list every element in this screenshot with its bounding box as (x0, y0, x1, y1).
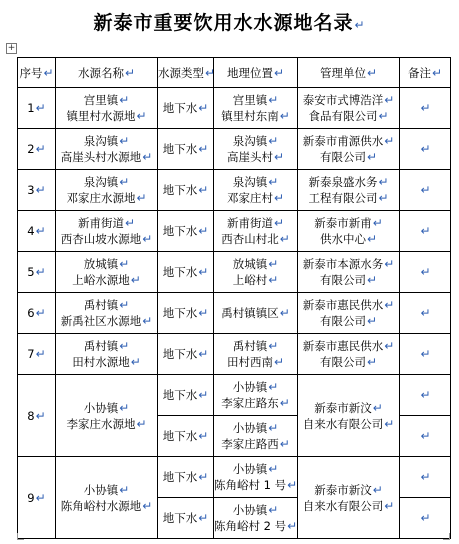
cell-line: 上峪水源地↵ (72, 273, 141, 287)
paragraph-mark-icon: ↵ (136, 416, 147, 431)
cell-line: 西杏山村北↵ (221, 232, 290, 246)
cell-note (400, 457, 451, 498)
cell-location (214, 375, 298, 416)
paragraph-mark-icon: ↵ (366, 355, 378, 369)
cell-line: 有限公司↵ (319, 314, 378, 328)
paragraph-mark-icon: ↵ (268, 175, 279, 189)
cell-name (56, 334, 158, 375)
cell-line: 有限公司↵ (319, 150, 378, 164)
paragraph-mark-icon: ↵ (420, 183, 431, 197)
cell-location (214, 498, 298, 539)
cell-location (214, 88, 298, 129)
paragraph-mark-icon: ↵ (35, 101, 46, 115)
cell-line: 镇里村东南↵ (221, 109, 290, 123)
page-corner-mark (443, 533, 450, 540)
paragraph-mark-icon: ↵ (198, 470, 209, 484)
header-type: 水源类型↵ (158, 58, 214, 88)
cell-name (56, 170, 158, 211)
cell-line: 小协镇↵ (83, 482, 130, 497)
paragraph-mark-icon: ↵ (287, 519, 298, 533)
cell-line: 田村西南↵ (226, 355, 285, 369)
paragraph-mark-icon: ↵ (198, 429, 209, 443)
paragraph-mark-icon: ↵ (420, 388, 431, 402)
paragraph-mark-icon: ↵ (273, 191, 285, 205)
cell-line: 新禹社区水源地↵ (60, 314, 153, 328)
cell-name (56, 457, 158, 539)
page-corner-mark (17, 533, 24, 540)
cell-unit (298, 293, 400, 334)
paragraph-mark-icon: ↵ (366, 273, 378, 287)
cell-line: 高崖头村↵ (226, 150, 285, 164)
cell-line: 新甫街道↵ (77, 216, 136, 230)
paragraph-mark-icon: ↵ (142, 150, 153, 164)
cell-line: 宫里镇↵ (232, 93, 279, 107)
paragraph-mark-icon: ↵ (273, 65, 285, 80)
paragraph-mark-icon: ↵ (431, 65, 443, 80)
paragraph-mark-icon: ↵ (124, 216, 136, 230)
paragraph-mark-icon: ↵ (43, 65, 54, 80)
paragraph-mark-icon: ↵ (268, 380, 279, 394)
paragraph-mark-icon: ↵ (420, 429, 431, 443)
paragraph-mark-icon: ↵ (268, 421, 279, 435)
paragraph-mark-icon: ↵ (366, 232, 378, 246)
cell-name (56, 293, 158, 334)
cell-no: 5↵ (18, 252, 56, 293)
paragraph-mark-icon: ↵ (268, 503, 279, 517)
paragraph-mark-icon: ↵ (130, 355, 141, 369)
cell-no: 3↵ (18, 170, 56, 211)
paragraph-mark-icon: ↵ (119, 134, 130, 148)
cell-note (400, 416, 451, 457)
paragraph-mark-icon: ↵ (378, 191, 389, 205)
cell-location (214, 211, 298, 252)
cell-location (214, 293, 298, 334)
cell-line: 邓家庄水源地↵ (66, 191, 147, 205)
paragraph-mark-icon: ↵ (35, 408, 46, 423)
paragraph-mark-icon: ↵ (420, 347, 431, 361)
cell-unit (298, 88, 400, 129)
cell-line: 西杏山坡水源地↵ (60, 232, 153, 246)
cell-line: 新泰市惠民供水↵ (302, 339, 395, 353)
header-no: 序号↵ (18, 58, 56, 88)
paragraph-mark-icon: ↵ (136, 109, 147, 123)
paragraph-mark-icon: ↵ (198, 511, 209, 525)
cell-line: 放城镇↵ (232, 257, 279, 271)
paragraph-mark-icon: ↵ (130, 273, 141, 287)
cell-name (56, 252, 158, 293)
paragraph-mark-icon: ↵ (35, 142, 46, 156)
paragraph-mark-icon: ↵ (287, 478, 298, 492)
paragraph-mark-icon: ↵ (268, 273, 279, 287)
cell-type: 地下水↵ (158, 170, 214, 211)
cell-note (400, 129, 451, 170)
cell-note (400, 334, 451, 375)
paragraph-mark-icon: ↵ (35, 306, 46, 320)
cell-line: 上峪村↵ (232, 273, 279, 287)
paragraph-mark-icon: ↵ (384, 416, 395, 431)
cell-line: 泉沟镇↵ (232, 134, 279, 148)
cell-line: 禹村镇↵ (232, 339, 279, 353)
cell-unit (298, 211, 400, 252)
paragraph-mark-icon: ↵ (384, 257, 395, 271)
cell-location (214, 416, 298, 457)
paragraph-mark-icon: ↵ (35, 347, 46, 361)
cell-line: 泉沟镇↵ (83, 175, 130, 189)
cell-line: 镇里村水源地↵ (66, 109, 147, 123)
paragraph-mark-icon: ↵ (354, 18, 366, 32)
paragraph-mark-icon: ↵ (420, 470, 431, 484)
paragraph-mark-icon: ↵ (420, 265, 431, 279)
paragraph-mark-icon: ↵ (366, 150, 378, 164)
table-move-handle-icon[interactable]: + (7, 43, 16, 53)
cell-type: 地下水↵ (158, 375, 214, 416)
cell-type: 地下水↵ (158, 293, 214, 334)
cell-note (400, 211, 451, 252)
paragraph-mark-icon: ↵ (279, 232, 290, 246)
cell-line: 新泰市新汶↵ (314, 482, 383, 497)
cell-no: 4↵ (18, 211, 56, 252)
document-title (0, 10, 459, 38)
paragraph-mark-icon: ↵ (35, 224, 46, 238)
paragraph-mark-icon: ↵ (372, 400, 383, 415)
cell-unit (298, 252, 400, 293)
cell-location (214, 170, 298, 211)
paragraph-mark-icon: ↵ (35, 183, 46, 197)
paragraph-mark-icon: ↵ (198, 265, 209, 279)
table-row (18, 170, 451, 211)
paragraph-mark-icon: ↵ (35, 265, 46, 279)
paragraph-mark-icon: ↵ (268, 462, 279, 476)
cell-no: 6↵ (18, 293, 56, 334)
paragraph-mark-icon: ↵ (384, 93, 395, 107)
cell-type: 地下水↵ (158, 457, 214, 498)
header-location: 地理位置↵ (214, 58, 298, 88)
paragraph-mark-icon: ↵ (268, 257, 279, 271)
table-row (18, 375, 451, 416)
paragraph-mark-icon: ↵ (384, 339, 395, 353)
cell-note (400, 170, 451, 211)
cell-name (56, 129, 158, 170)
cell-name (56, 375, 158, 457)
cell-line: 工程有限公司↵ (308, 191, 389, 205)
cell-type: 地下水↵ (158, 498, 214, 539)
cell-line: 泉沟镇↵ (83, 134, 130, 148)
cell-unit (298, 375, 400, 457)
paragraph-mark-icon: ↵ (198, 142, 209, 156)
cell-no: 8↵ (18, 375, 56, 457)
cell-type: 地下水↵ (158, 129, 214, 170)
paragraph-mark-icon: ↵ (268, 339, 279, 353)
cell-line: 供水中心↵ (319, 232, 378, 246)
cell-line: 有限公司↵ (319, 355, 378, 369)
cell-line: 李家庄路西↵ (221, 437, 290, 451)
cell-note (400, 375, 451, 416)
cell-line: 邓家庄村↵ (226, 191, 285, 205)
paragraph-mark-icon: ↵ (420, 224, 431, 238)
paragraph-mark-icon: ↵ (279, 109, 290, 123)
paragraph-mark-icon: ↵ (268, 93, 279, 107)
paragraph-mark-icon: ↵ (279, 306, 290, 320)
paragraph-mark-icon: ↵ (273, 150, 285, 164)
cell-note (400, 88, 451, 129)
cell-location (214, 457, 298, 498)
paragraph-mark-icon: ↵ (119, 175, 130, 189)
table-row (18, 129, 451, 170)
cell-unit (298, 129, 400, 170)
cell-line: 小协镇↵ (232, 421, 279, 435)
paragraph-mark-icon: ↵ (366, 314, 378, 328)
paragraph-mark-icon: ↵ (378, 175, 389, 189)
header-note: 备注↵ (400, 58, 451, 88)
paragraph-mark-icon: ↵ (198, 183, 209, 197)
table-row (18, 457, 451, 498)
cell-line: 小协镇↵ (232, 462, 279, 476)
cell-line: 有限公司↵ (319, 273, 378, 287)
paragraph-mark-icon: ↵ (372, 216, 383, 230)
table-row (18, 88, 451, 129)
table-row (18, 293, 451, 334)
cell-line: 小协镇↵ (232, 380, 279, 394)
cell-no: 2↵ (18, 129, 56, 170)
cell-line: 禹村镇↵ (83, 339, 130, 353)
cell-note (400, 293, 451, 334)
paragraph-mark-icon: ↵ (205, 65, 216, 80)
paragraph-mark-icon: ↵ (119, 257, 130, 271)
cell-line: 陈角峪村 1 号↵ (214, 478, 298, 492)
cell-line: 李家庄水源地↵ (66, 416, 147, 431)
paragraph-mark-icon: ↵ (384, 298, 395, 312)
paragraph-mark-icon: ↵ (198, 101, 209, 115)
paragraph-mark-icon: ↵ (268, 134, 279, 148)
cell-line: 陈角峪村水源地↵ (60, 498, 153, 513)
paragraph-mark-icon: ↵ (384, 134, 395, 148)
paragraph-mark-icon: ↵ (142, 232, 153, 246)
table-row (18, 211, 451, 252)
cell-unit (298, 334, 400, 375)
cell-no: 1↵ (18, 88, 56, 129)
paragraph-mark-icon: ↵ (378, 109, 389, 123)
cell-no: 9↵ (18, 457, 56, 539)
cell-line: 食品有限公司↵ (308, 109, 389, 123)
cell-note (400, 252, 451, 293)
cell-line: 泰安市式博浩洋↵ (302, 93, 395, 107)
cell-type: 地下水↵ (158, 334, 214, 375)
cell-line: 泉沟镇↵ (232, 175, 279, 189)
cell-line: 小协镇↵ (232, 503, 279, 517)
paragraph-mark-icon: ↵ (119, 339, 130, 353)
paragraph-mark-icon: ↵ (119, 400, 130, 415)
cell-type: 地下水↵ (158, 416, 214, 457)
paragraph-mark-icon: ↵ (35, 490, 46, 505)
title-text: 新泰市重要饮用水水源地名录 (93, 12, 354, 34)
cell-line: 新泰市新汶↵ (314, 400, 383, 415)
paragraph-mark-icon: ↵ (142, 314, 153, 328)
cell-line: 李家庄路东↵ (221, 396, 290, 410)
paragraph-mark-icon: ↵ (273, 355, 285, 369)
paragraph-mark-icon: ↵ (119, 93, 130, 107)
cell-line: 宫里镇↵ (83, 93, 130, 107)
paragraph-mark-icon: ↵ (273, 216, 285, 230)
cell-line: 新泰泉盛水务↵ (308, 175, 389, 189)
cell-line: 新泰市本源水务↵ (302, 257, 395, 271)
cell-type: 地下水↵ (158, 211, 214, 252)
cell-name (56, 88, 158, 129)
cell-line: 田村水源地↵ (72, 355, 141, 369)
cell-unit (298, 170, 400, 211)
paragraph-mark-icon: ↵ (124, 65, 136, 80)
cell-line: 放城镇↵ (83, 257, 130, 271)
paragraph-mark-icon: ↵ (142, 498, 153, 513)
cell-line: 陈角峪村 2 号↵ (214, 519, 298, 533)
cell-type: 地下水↵ (158, 88, 214, 129)
paragraph-mark-icon: ↵ (198, 388, 209, 402)
table-row (18, 252, 451, 293)
paragraph-mark-icon: ↵ (136, 191, 147, 205)
cell-name (56, 211, 158, 252)
paragraph-mark-icon: ↵ (420, 511, 431, 525)
header-unit: 管理单位↵ (298, 58, 400, 88)
cell-line: 自来水有限公司↵ (302, 498, 395, 513)
cell-location (214, 129, 298, 170)
paragraph-mark-icon: ↵ (366, 65, 378, 80)
table-body (18, 88, 451, 539)
cell-location (214, 252, 298, 293)
paragraph-mark-icon: ↵ (198, 306, 209, 320)
paragraph-mark-icon: ↵ (119, 482, 130, 497)
header-name: 水源名称↵ (56, 58, 158, 88)
cell-type: 地下水↵ (158, 252, 214, 293)
water-source-table (17, 57, 451, 539)
paragraph-mark-icon: ↵ (384, 498, 395, 513)
paragraph-mark-icon: ↵ (279, 396, 290, 410)
paragraph-mark-icon: ↵ (119, 298, 130, 312)
cell-line: 新泰市惠民供水↵ (302, 298, 395, 312)
paragraph-mark-icon: ↵ (372, 482, 383, 497)
cell-line: 新泰市新甫↵ (314, 216, 383, 230)
cell-line: 禹村镇镇区↵ (221, 306, 290, 320)
table-header-row (18, 58, 451, 88)
cell-line: 新泰市甫源供水↵ (302, 134, 395, 148)
paragraph-mark-icon: ↵ (279, 437, 290, 451)
paragraph-mark-icon: ↵ (420, 306, 431, 320)
cell-unit (298, 457, 400, 539)
cell-line: 新甫街道↵ (226, 216, 285, 230)
paragraph-mark-icon: ↵ (198, 347, 209, 361)
paragraph-mark-icon: ↵ (420, 101, 431, 115)
cell-location (214, 334, 298, 375)
cell-line: 自来水有限公司↵ (302, 416, 395, 431)
paragraph-mark-icon: ↵ (420, 142, 431, 156)
cell-line: 小协镇↵ (83, 400, 130, 415)
cell-no: 7↵ (18, 334, 56, 375)
paragraph-mark-icon: ↵ (198, 224, 209, 238)
table-row (18, 334, 451, 375)
cell-line: 禹村镇↵ (83, 298, 130, 312)
cell-line: 高崖头村水源地↵ (60, 150, 153, 164)
